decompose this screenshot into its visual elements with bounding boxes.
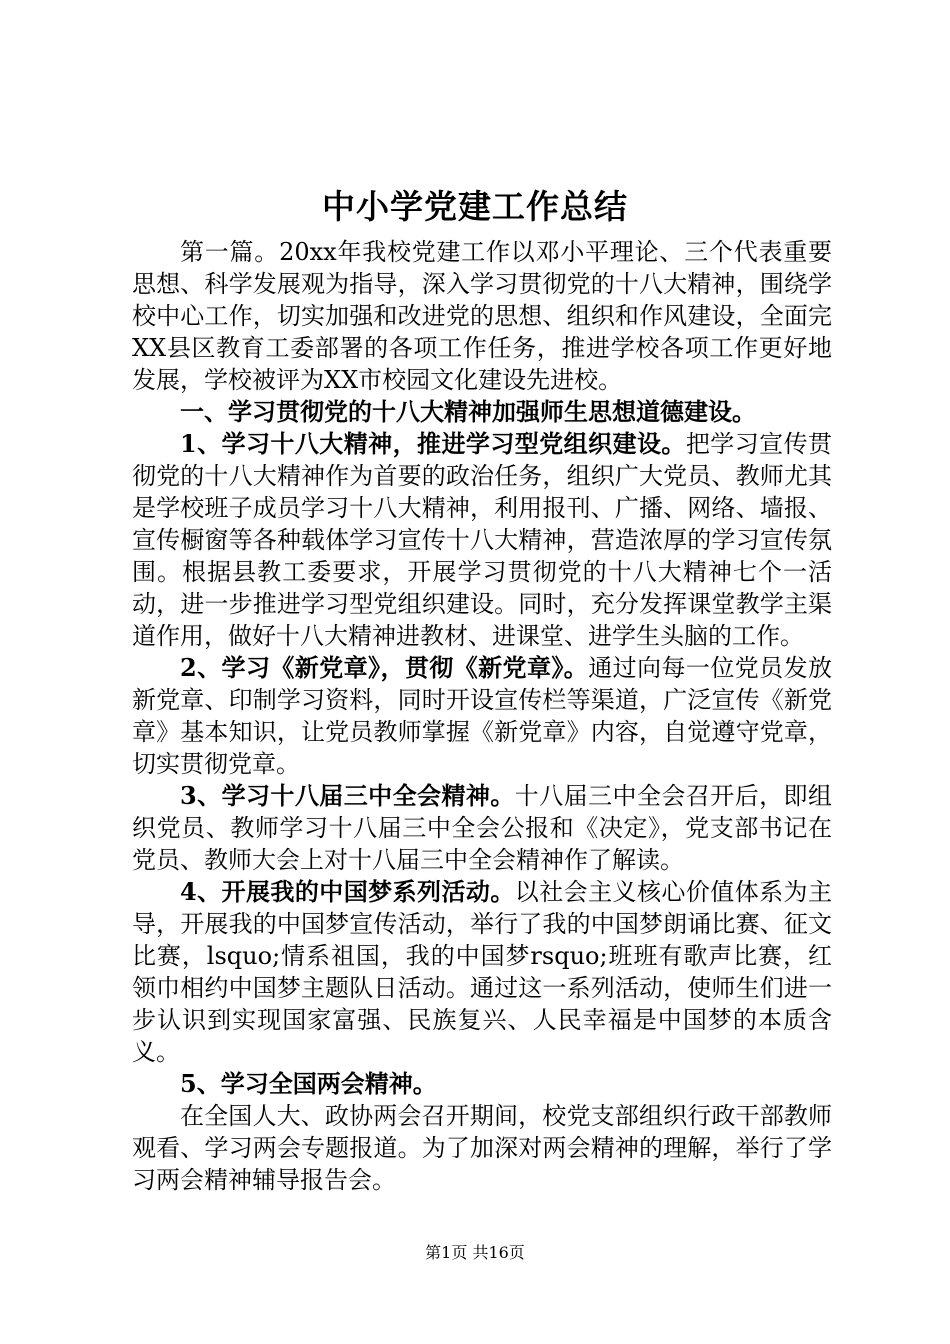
paragraph-item-3 xyxy=(132,780,832,876)
paragraph-text: 在全国人大、政协两会召开期间，校党支部组织行政干部教师观看、学习两会专题报道。为了加深对两会精神的理解，举行了学习两会精神辅导报告会。 xyxy=(132,1102,832,1194)
document-body xyxy=(132,236,832,1196)
paragraph-item-5 xyxy=(132,1068,832,1100)
paragraph-text: 十八届三中全会召开后，即组织党员、教师学习十八届三中全会公报和《决定》，党支部书记在党员、教师大会上对十八届三中全会精神作了解读。 xyxy=(132,782,832,874)
paragraph-item-5-body xyxy=(132,1100,832,1196)
section-heading xyxy=(132,396,832,428)
paragraph-intro xyxy=(132,236,832,396)
paragraph-item-4 xyxy=(132,876,832,1068)
paragraph-text: 把学习宣传贯彻党的十八大精神作为首要的政治任务，组织广大党员、教师尤其是学校班子成员学习十八大精神，利用报刊、广播、网络、墙报、宣传橱窗等各种载体学习宣传十八大精神，营造浓厚的学习宣传氛围。根据县教工委要求，开展学习贯彻党的十八大精神七个一活动，进一步推进学习型党组织建设。同时，充分发挥课堂教学主渠道作用，做好十八大精神进教材、进课堂、进学生头脑的工作。 xyxy=(132,430,833,650)
paragraph-text: 以社会主义核心价值体系为主导，开展我的中国梦宣传活动，举行了我的中国梦朗诵比赛、征文比赛，lsquo;情系祖国，我的中国梦rsquo;班班有歌声比赛，红领巾相约中国梦主题队日活动。通过这一系列活动，使师生们进一步认识到实现国家富强、民族复兴、人民幸福是中国梦的本质含义。 xyxy=(132,878,832,1066)
paragraph-lead: 2、学习《新党章》，贯彻《新党章》。 xyxy=(180,653,589,682)
paragraph-lead: 3、学习十八届三中全会精神。 xyxy=(180,781,515,810)
document-title: 中小学党建工作总结 xyxy=(322,187,628,226)
paragraph-lead: 一、学习贯彻党的十八大精神加强师生思想道德建设。 xyxy=(180,397,756,426)
paragraph-lead: 4、开展我的中国梦系列活动。 xyxy=(180,877,515,906)
paragraph-lead: 1、学习十八大精神，推进学习型党组织建设。 xyxy=(180,429,686,458)
page-number-footer: 第1页 共16页 xyxy=(425,1243,525,1262)
paragraph-item-2 xyxy=(132,652,832,780)
paragraph-text: 第一篇。20xx年我校党建工作以邓小平理论、三个代表重要思想、科学发展观为指导，深入学习贯彻党的十八大精神，围绕学校中心工作，切实加强和改进党的思想、组织和作风建设，全面完XX县区教育工委部署的各项工作任务，推进学校各项工作更好地发展，学校被评为XX市校园文化建设先进校。 xyxy=(132,238,832,394)
paragraph-item-1 xyxy=(132,428,832,652)
paragraph-lead: 5、学习全国两会精神。 xyxy=(180,1069,437,1098)
paragraph-text: 通过向每一位党员发放新党章、印制学习资料，同时开设宣传栏等渠道，广泛宣传《新党章》基本知识，让党员教师掌握《新党章》内容，自觉遵守党章，切实贯彻党章。 xyxy=(132,654,832,778)
